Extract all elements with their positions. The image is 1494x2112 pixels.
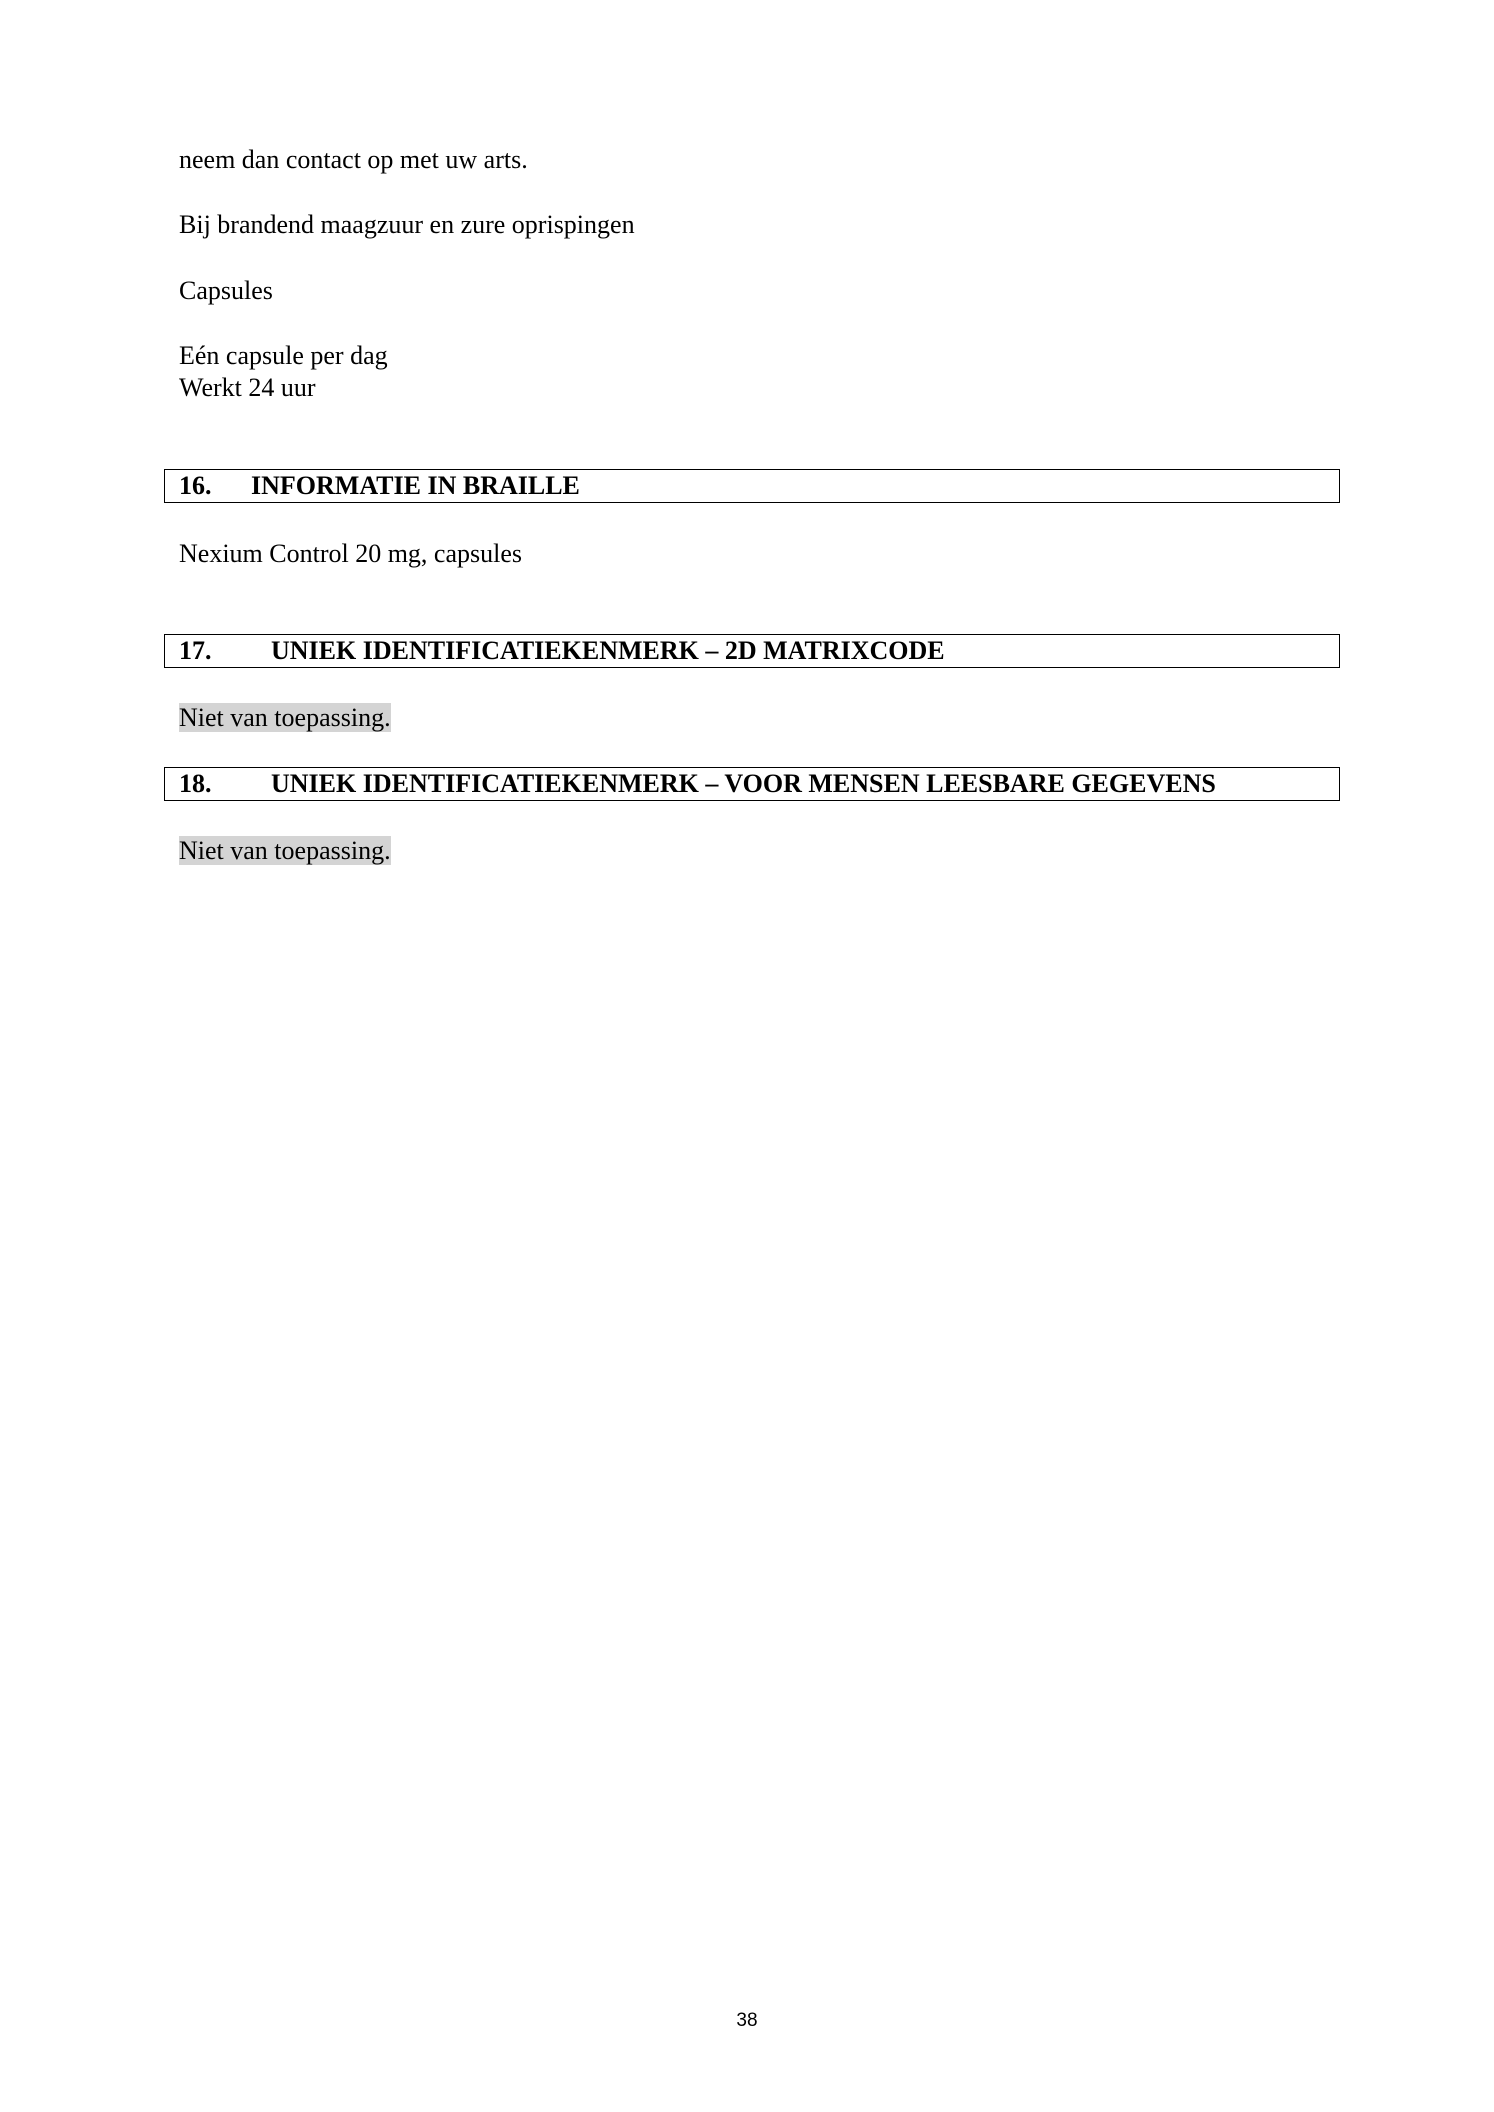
section-number: 16. <box>179 471 212 500</box>
body-text-line: Eén capsule per dag <box>179 341 388 370</box>
section-content: Niet van toepassing. <box>179 703 391 732</box>
section-content: Niet van toepassing. <box>179 836 391 865</box>
section-title: UNIEK IDENTIFICATIEKENMERK – 2D MATRIXCODE <box>271 636 945 665</box>
body-text-line: Bij brandend maagzuur en zure oprispingen <box>179 210 635 239</box>
section-title: UNIEK IDENTIFICATIEKENMERK – VOOR MENSEN LEESBARE GEGEVENS <box>271 769 1216 798</box>
section-number: 18. <box>179 769 212 798</box>
section-title: INFORMATIE IN BRAILLE <box>251 471 580 500</box>
section-content-wrap <box>179 835 391 867</box>
section-heading-17 <box>164 634 1340 668</box>
body-text-line: Capsules <box>179 276 273 305</box>
body-text-line: Werkt 24 uur <box>179 373 316 402</box>
section-content-wrap <box>179 702 391 734</box>
body-text-line: neem dan contact op met uw arts. <box>179 145 528 174</box>
section-content: Nexium Control 20 mg, capsules <box>179 539 523 568</box>
section-number: 17. <box>179 636 212 665</box>
page-number: 38 <box>736 2010 758 2031</box>
section-heading-16 <box>164 469 1340 503</box>
section-heading-18 <box>164 767 1340 801</box>
